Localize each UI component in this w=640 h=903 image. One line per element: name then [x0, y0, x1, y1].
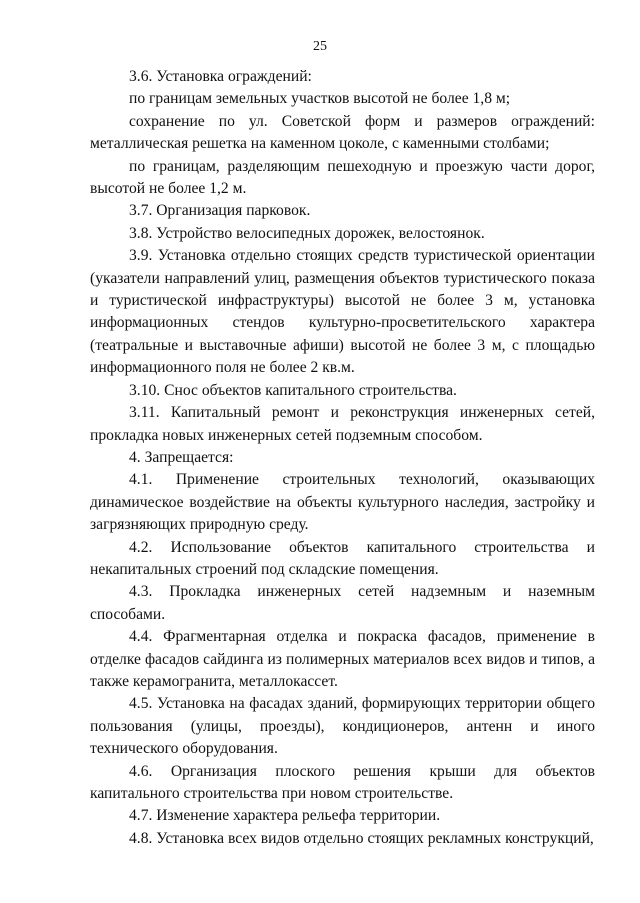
paragraph-4-6: 4.6. Организация плоского решения крыши для объектов капитального строительства при новом строительстве. — [90, 762, 595, 802]
paragraph-4: 4. Запрещается: — [129, 448, 234, 466]
paragraph-4-8: 4.8. Установка всех видов отдельно стоящих рекламных конструкций, — [129, 829, 594, 847]
paragraph-4-4: 4.4. Фрагментарная отделка и покраска фасадов, применение в отделке фасадов сайдинга из полимерных материалов всех видов и типов, а также керамогранита, металлокассет. — [90, 628, 595, 690]
document-body — [90, 66, 595, 850]
paragraph-4-3: 4.3. Прокладка инженерных сетей надземным и наземным способами. — [90, 583, 595, 623]
paragraph-4-5: 4.5. Установка на фасадах зданий, формирующих территории общего пользования (улицы, проезды), кондиционеров, антенн и иного технического оборудования. — [90, 695, 595, 758]
paragraph-3-8: 3.8. Устройство велосипедных дорожек, велостоянок. — [129, 224, 485, 242]
paragraph-4-1: 4.1. Применение строительных технологий, оказывающих динамическое воздействие на объекты культурного наследия, застройку и загрязняющих природную среду. — [90, 471, 595, 534]
page-number: 25 — [313, 39, 327, 54]
paragraph-4-2: 4.2. Использование объектов капитального строительства и некапитальных строений под складские помещения. — [90, 538, 595, 578]
paragraph-3-7: 3.7. Организация парковок. — [129, 202, 311, 220]
paragraph-3-6-item-2: сохранение по ул. Советской форм и размеров ограждений: металлическая решетка на каменном цоколе, с каменными столбами; — [90, 112, 595, 153]
paragraph-3-10: 3.10. Снос объектов капитального строительства. — [129, 381, 457, 399]
paragraph-3-11: 3.11. Капитальный ремонт и реконструкция инженерных сетей, прокладка новых инженерных сетей подземным способом. — [90, 404, 595, 444]
paragraph-3-6-item-1: по границам земельных участков высотой не более 1,8 м; — [129, 90, 511, 108]
paragraph-3-6: 3.6. Установка ограждений: — [129, 68, 312, 85]
paragraph-3-9: 3.9. Установка отдельно стоящих средств туристической ориентации (указатели направлений улиц, размещения объектов туристического показа и туристической инфраструктуры) высотой не более 3 м, установка информационных стендов культурно-просветительского характера (театральные и выставочные афиши) высотой не более 3 м, с площадью информационного поля не более 2 кв.м. — [90, 247, 595, 377]
paragraph-3-6-item-3: по границам, разделяющим пешеходную и проезжую части дорог, высотой не более 1,2 м. — [90, 157, 595, 198]
paragraph-4-7: 4.7. Изменение характера рельефа территории. — [129, 807, 441, 825]
